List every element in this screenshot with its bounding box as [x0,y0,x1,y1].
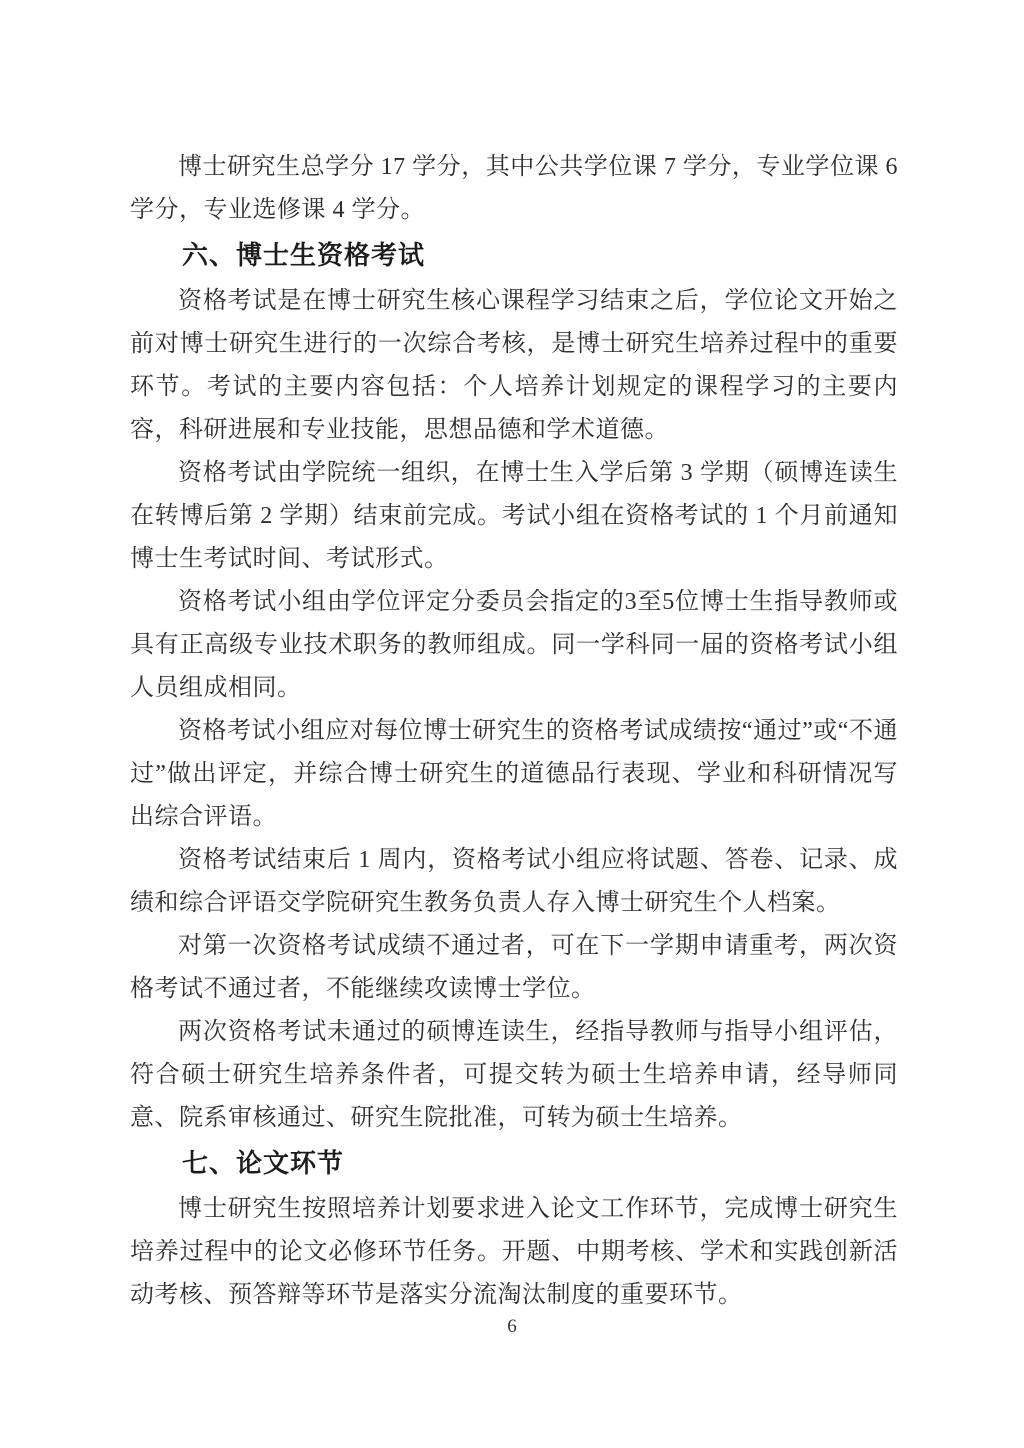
document-body [130,146,898,1317]
paragraph-thesis-stage: 博士研究生按照培养计划要求进入论文工作环节，完成博士研究生培养过程中的论文必修环节任务。开题、中期考核、学术和实践创新活动考核、预答辩等环节是落实分流淘汰制度的重要环节。 [130,1196,898,1308]
section-heading-thesis-stage: 七、论文环节 [182,1148,345,1178]
paragraph-exam-schedule: 资格考试由学院统一组织，在博士生入学后第 3 学期（硕博连读生在转博后第 2 学期）结束前完成。考试小组在资格考试的 1 个月前通知博士生考试时间、考试形式。 [130,460,898,572]
page-number: 6 [507,1316,517,1337]
paragraph-transfer-masters: 两次资格考试未通过的硕博连读生，经指导教师与指导小组评估，符合硕士研究生培养条件者，可提交转为硕士生培养申请，经导师同意、院系审核通过、研究生院批准，可转为硕士生培养。 [130,1019,898,1131]
section-heading-qualification-exam: 六、博士生资格考试 [182,240,426,270]
paragraph-exam-committee: 资格考试小组由学位评定分委员会指定的3至5位博士生指导教师或具有正高级专业技术职务的教师组成。同一学科同一届的资格考试小组人员组成相同。 [130,589,898,701]
paragraph-credits: 博士研究生总学分 17 学分，其中公共学位课 7 学分，专业学位课 6 学分，专业选修课 4 学分。 [130,154,898,223]
paragraph-exam-retake: 对第一次资格考试成绩不通过者，可在下一学期申请重考，两次资格考试不通过者，不能继续攻读博士学位。 [130,933,898,1002]
paragraph-exam-records: 资格考试结束后 1 周内，资格考试小组应将试题、答卷、记录、成绩和综合评语交学院研究生教务负责人存入博士研究生个人档案。 [130,847,898,916]
paragraph-exam-grading: 资格考试小组应对每位博士研究生的资格考试成绩按“通过”或“不通过”做出评定，并综合博士研究生的道德品行表现、学业和科研情况写出综合评语。 [130,718,898,830]
paragraph-exam-overview: 资格考试是在博士研究生核心课程学习结束之后，学位论文开始之前对博士研究生进行的一次综合考核，是博士研究生培养过程中的重要环节。考试的主要内容包括：个人培养计划规定的课程学习的主要内容，科研进展和专业技能，思想品德和学术道德。 [130,288,898,443]
